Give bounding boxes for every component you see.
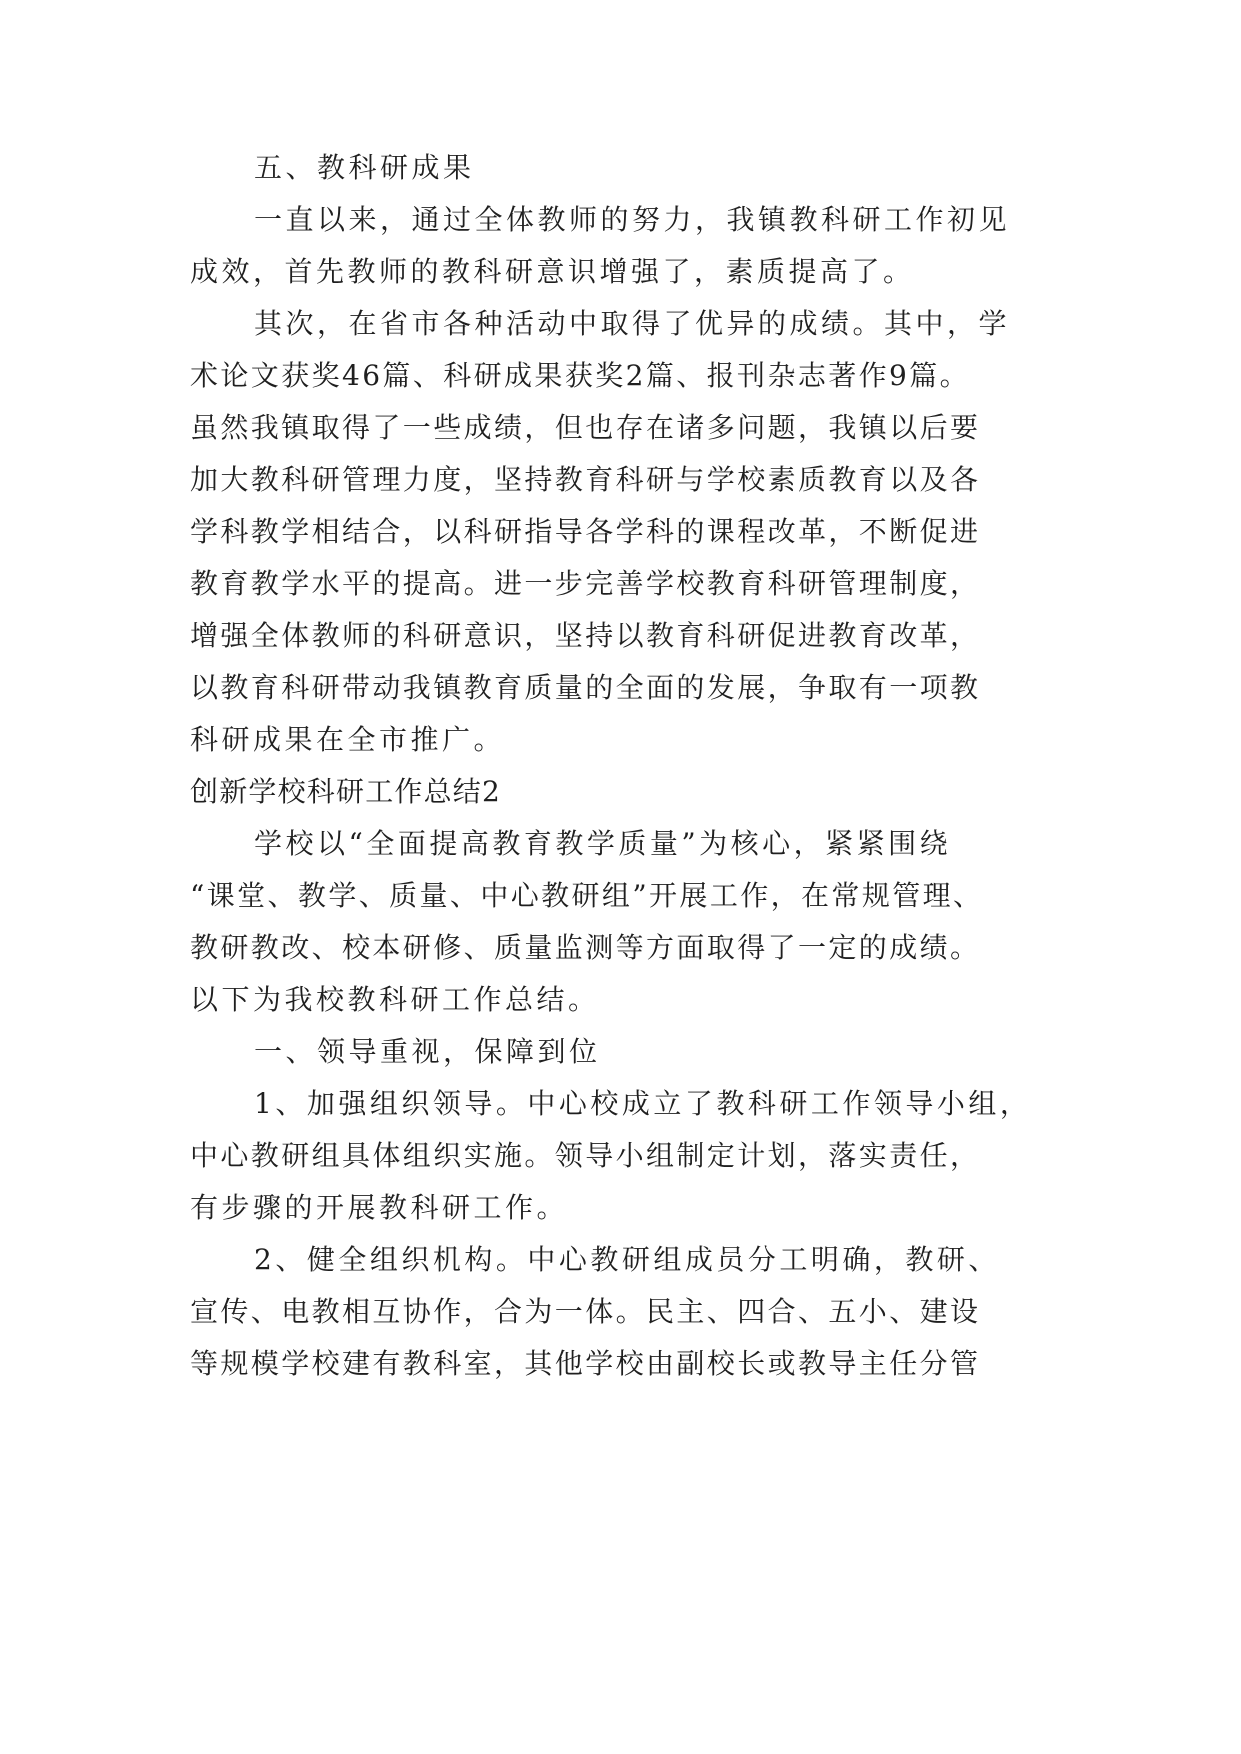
paragraph-line: 学校以“全面提高教育教学质量”为核心，紧紧围绕: [254, 827, 952, 860]
paragraph-line: 虽然我镇取得了一些成绩，但也存在诸多问题，我镇以后要: [190, 411, 981, 444]
paragraph-line: 1、加强组织领导。中心校成立了教科研工作领导小组，: [254, 1087, 1032, 1120]
paragraph-line: 教育教学水平的提高。进一步完善学校教育科研管理制度，: [190, 567, 981, 600]
paragraph-line: 等规模学校建有教科室，其他学校由副校长或教导主任分管: [190, 1347, 981, 1380]
paragraph-line: 有步骤的开展教科研工作。: [190, 1191, 569, 1224]
section-heading-leadership: 一、领导重视，保障到位: [254, 1035, 601, 1068]
paragraph-line: 其次，在省市各种活动中取得了优异的成绩。其中，学: [254, 307, 1011, 340]
paragraph-line: 教研教改、校本研修、质量监测等方面取得了一定的成绩。: [190, 931, 981, 964]
paragraph-line: 以下为我校教科研工作总结。: [190, 983, 600, 1016]
paragraph-line: 学科教学相结合，以科研指导各学科的课程改革，不断促进: [190, 515, 981, 548]
paragraph-line: 宣传、电教相互协作，合为一体。民主、四合、五小、建设: [190, 1295, 981, 1328]
paragraph-line: 科研成果在全市推广。: [190, 723, 506, 756]
paragraph-line: 2、健全组织机构。中心教研组成员分工明确，教研、: [254, 1243, 1000, 1276]
paragraph-line: 以教育科研带动我镇教育质量的全面的发展，争取有一项教: [190, 671, 981, 704]
paragraph-line: “课堂、教学、质量、中心教研组”开展工作，在常规管理、: [190, 879, 984, 912]
paragraph-line: 成效，首先教师的教科研意识增强了，素质提高了。: [190, 255, 915, 288]
paragraph-line: 术论文获奖46篇、科研成果获奖2篇、报刊杂志著作9篇。: [190, 359, 971, 392]
paragraph-line: 加大教科研管理力度，坚持教育科研与学校素质教育以及各: [190, 463, 981, 496]
paragraph-line: 一直以来，通过全体教师的努力，我镇教科研工作初见: [254, 203, 1011, 236]
paragraph-line: 增强全体教师的科研意识，坚持以教育科研促进教育改革，: [190, 619, 981, 652]
paragraph-line: 中心教研组具体组织实施。领导小组制定计划，落实责任，: [190, 1139, 981, 1172]
section-heading-research-results: 五、教科研成果: [254, 151, 475, 184]
article-title: 创新学校科研工作总结2: [190, 775, 502, 808]
